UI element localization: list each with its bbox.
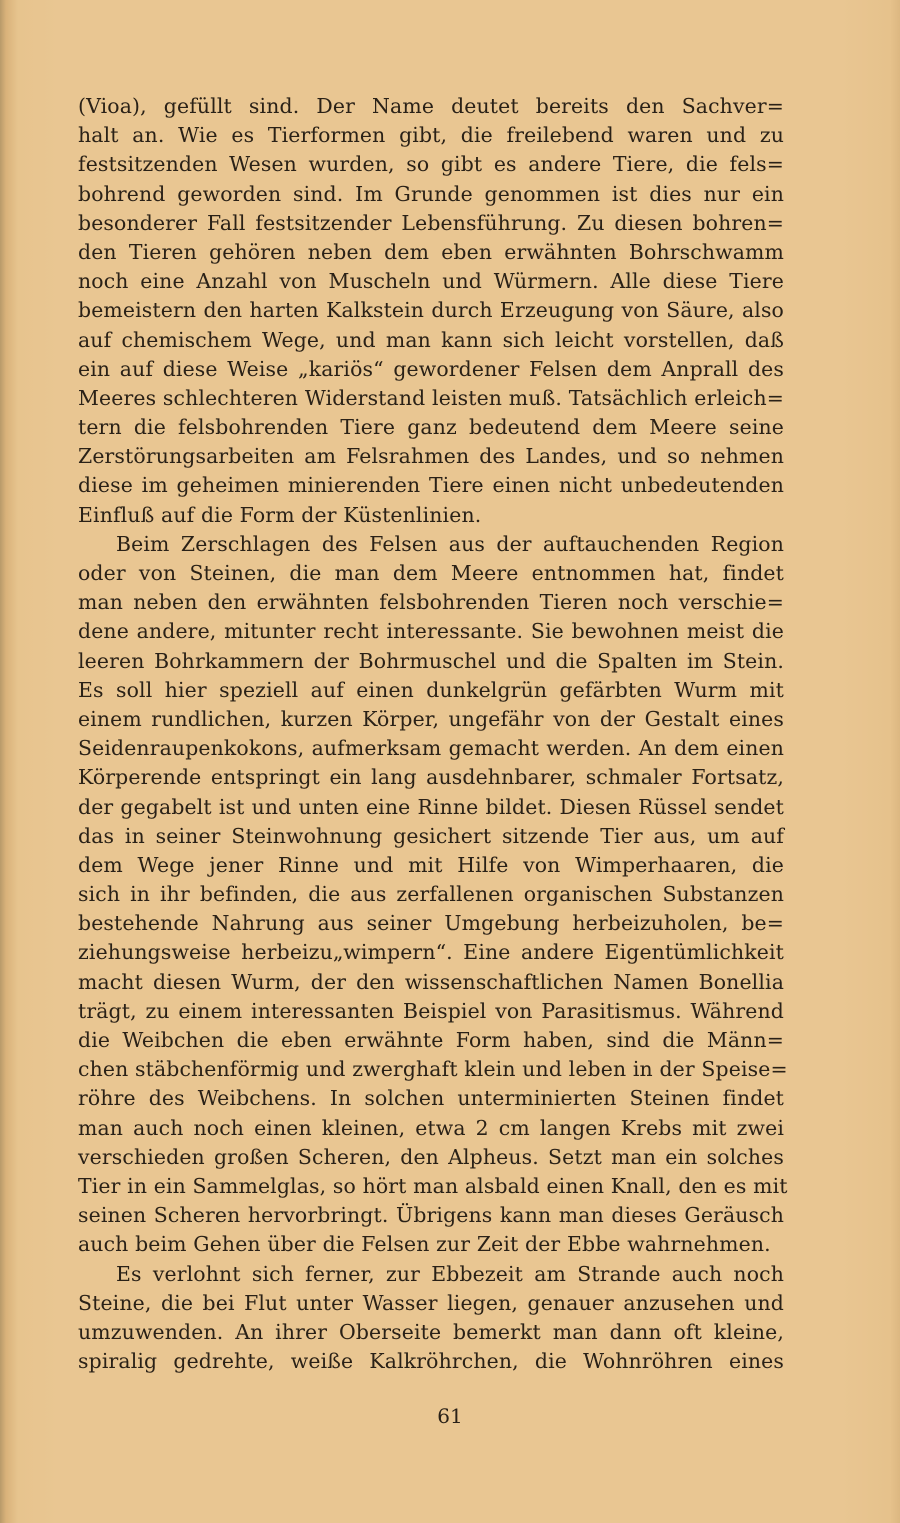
text-line: das in seiner Steinwohnung gesichert sitzende Tier aus, um auf <box>78 823 784 848</box>
text-line: Seidenraupenkokons, aufmerksam gemacht werden. An dem einen <box>78 736 784 761</box>
text-line: bohrend geworden sind. Im Grunde genommen ist dies nur ein <box>78 181 784 206</box>
text-line: bemeistern den harten Kalkstein durch Erzeugung von Säure, also <box>78 298 784 323</box>
text-line: noch eine Anzahl von Muscheln und Würmern. Alle diese Tiere <box>78 269 784 294</box>
text-line: Körperende entspringt ein lang ausdehnbarer, schmaler Fortsatz, <box>78 765 784 790</box>
text-line: Meeres schlechteren Widerstand leisten muß. Tatsächlich erleich= <box>78 385 784 410</box>
text-line: seinen Scheren hervorbringt. Übrigens kann man dieses Geräusch <box>78 1203 784 1228</box>
text-line: röhre des Weibchens. In solchen unterminierten Steinen findet <box>78 1086 784 1111</box>
text-line: der gegabelt ist und unten eine Rinne bildet. Diesen Rüssel sendet <box>78 794 784 819</box>
text-line: Einfluß auf die Form der Küstenlinien. <box>78 502 482 527</box>
text-line: Es verlohnt sich ferner, zur Ebbezeit am Strande auch noch <box>116 1261 784 1286</box>
text-line: verschieden großen Scheren, den Alpheus. Setzt man ein solches <box>78 1144 784 1169</box>
text-line: halt an. Wie es Tierformen gibt, die freilebend waren und zu <box>78 123 784 148</box>
text-line: bestehende Nahrung aus seiner Umgebung herbeizuholen, be= <box>78 911 784 936</box>
text-line: Beim Zerschlagen des Felsen aus der auftauchenden Region <box>116 531 784 556</box>
text-line: dene andere, mitunter recht interessante. Sie bewohnen meist die <box>78 619 784 644</box>
text-line: man neben den erwähnten felsbohrenden Tieren noch verschie= <box>78 590 784 615</box>
text-line: ein auf diese Weise „kariös“ gewordener Felsen dem Anprall des <box>78 356 784 381</box>
text-line: umzuwenden. An ihrer Oberseite bemerkt man dann oft kleine, <box>78 1319 784 1344</box>
text-line: diese im geheimen minierenden Tiere einen nicht unbedeutenden <box>78 473 784 498</box>
text-line: trägt, zu einem interessanten Beispiel von Parasitismus. Während <box>78 998 784 1023</box>
text-line: oder von Steinen, die man dem Meere entnommen hat, findet <box>78 561 784 585</box>
text-line: besonderer Fall festsitzender Lebensführung. Zu diesen bohren= <box>78 210 784 235</box>
text-line: die Weibchen die eben erwähnte Form haben, sind die Männ= <box>78 1028 784 1052</box>
text-line: auch beim Gehen über die Felsen zur Zeit der Ebbe wahrnehmen. <box>78 1232 771 1257</box>
text-line: einem rundlichen, kurzen Körper, ungefähr von der Gestalt eines <box>78 706 784 731</box>
body-text <box>78 92 788 1376</box>
text-line: festsitzenden Wesen wurden, so gibt es andere Tiere, die fels= <box>78 152 784 177</box>
text-line: den Tieren gehören neben dem eben erwähnten Bohrschwamm <box>78 239 784 264</box>
text-line: (Vioa), gefüllt sind. Der Name deutet bereits den Sachver= <box>78 94 784 118</box>
text-line: man auch noch einen kleinen, etwa 2 cm langen Krebs mit zwei <box>78 1115 784 1140</box>
text-line: Es soll hier speziell auf einen dunkelgrün gefärbten Wurm mit <box>78 677 784 702</box>
text-line: leeren Bohrkammern der Bohrmuschel und die Spalten im Stein. <box>78 648 784 673</box>
text-line: tern die felsbohrenden Tiere ganz bedeutend dem Meere seine <box>78 415 784 440</box>
text-line: Tier in ein Sammelglas, so hört man alsbald einen Knall, den es mit <box>78 1173 788 1198</box>
text-line: chen stäbchenförmig und zwerghaft klein und leben in der Speise= <box>78 1057 788 1082</box>
text-line: dem Wege jener Rinne und mit Hilfe von Wimperhaaren, die <box>78 852 784 877</box>
page-number: 61 <box>437 1404 463 1428</box>
text-line: ziehungsweise herbeizu„wimpern“. Eine andere Eigentümlichkeit <box>78 940 784 965</box>
text-line: auf chemischem Wege, und man kann sich leicht vorstellen, daß <box>78 327 784 352</box>
text-line: sich in ihr befinden, die aus zerfallenen organischen Substanzen <box>78 882 784 907</box>
text-line: Steine, die bei Flut unter Wasser liegen, genauer anzusehen und <box>78 1290 784 1315</box>
text-line: macht diesen Wurm, der den wissenschaftlichen Namen Bonellia <box>78 969 784 994</box>
text-line: spiralig gedrehte, weiße Kalkröhrchen, die Wohnröhren eines <box>78 1349 784 1374</box>
text-line: Zerstörungsarbeiten am Felsrahmen des Landes, und so nehmen <box>78 444 784 469</box>
